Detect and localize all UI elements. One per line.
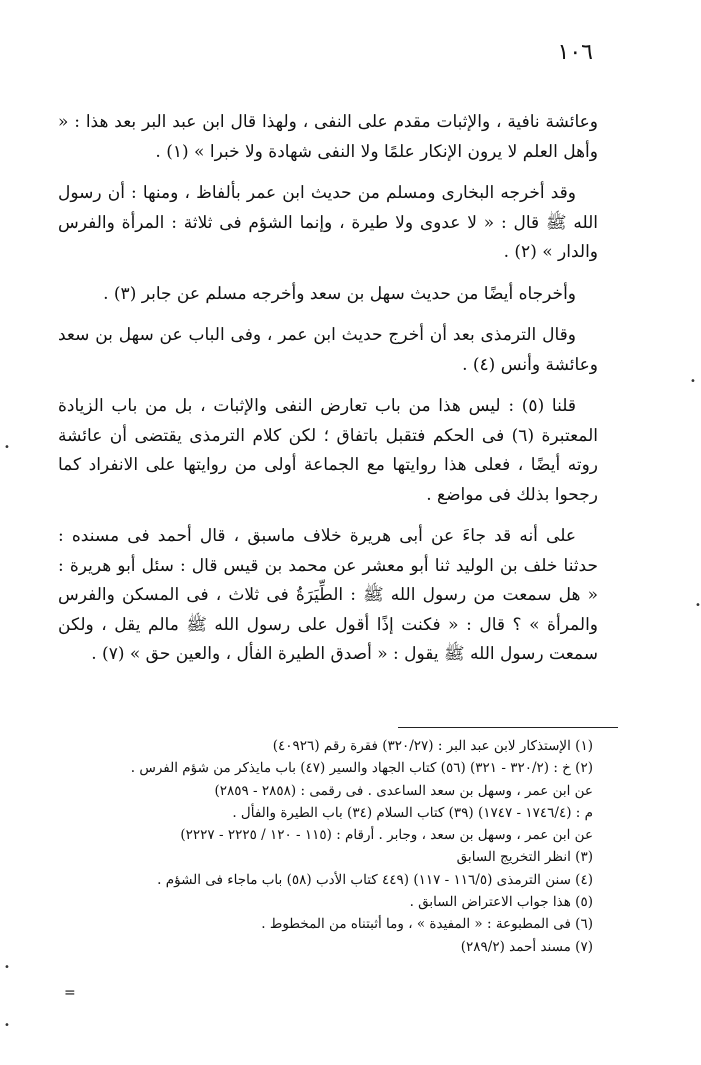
footnote: (١) الإستذكار لابن عبد البر : (٣٢٠/٢٧) فقرة رقم (٤٠٩٢٦) bbox=[272, 738, 593, 754]
footnote: (٢) خ : (٣٢٠/٢ - ٣٢١) (٥٦) كتاب الجهاد والسير (٤٧) باب مايذكر من شؤم الفرس . bbox=[130, 760, 593, 777]
paragraph: على أنه قد جاءَ عن أبى هريرة خلاف ماسبق ، قال أحمد فى مسنده : حدثنا خلف بن الوليد ثنا أبو معشر عن محمد بن قيس قال : سئل أبو هريرة : « هل سمعت من رسول الله ﷺ : الطِّيَرَةُ فى ثلاث ، فى المسكن والفرس والمرأة » ؟ قال : « فكنت إذًا أقول على رسول الله ﷺ مالم يقل ، ولكن سمعت رسول الله ﷺ يقول : « أصدق الطيرة الفأل ، والعين حق » (٧) . bbox=[58, 526, 598, 664]
paragraph: وقال الترمذى بعد أن أخرج حديث ابن عمر ، وفى الباب عن سهل بن سعد وعائشة وأنس (٤) . bbox=[58, 325, 598, 375]
main-text bbox=[58, 108, 598, 682]
margin-dot: • bbox=[690, 376, 696, 387]
footnote: (٤) سنن الترمذى (١١٦/٥ - ١١٧) (٤٤٩ كتاب الأدب (٥٨) باب ماجاء فى الشؤم . bbox=[157, 871, 593, 888]
footnote-line: عن ابن عمر ، وسهل بن سعد ، وجابر . أرقام : (١١٥ - ١٢٠ / ٢٢٢٥ - ٢٢٢٧) bbox=[180, 827, 593, 844]
footnote-separator bbox=[398, 727, 618, 728]
footnote: (٦) فى المطبوعة : « المفيدة » ، وما أثبتناه من المخطوط . bbox=[261, 916, 593, 933]
page-number: ١٠٦ bbox=[557, 40, 593, 65]
margin-dot: • bbox=[695, 600, 701, 611]
footnote-line: عن ابن عمر ، وسهل بن سعد الساعدى . فى رقمى : (٢٨٥٨ - ٢٨٥٩) bbox=[214, 782, 593, 799]
footnote: (٣) انظر التخريج السابق bbox=[456, 849, 593, 866]
margin-dot: • bbox=[4, 962, 10, 973]
paragraph: وأخرجاه أيضًا من حديث سهل بن سعد وأخرجه مسلم عن جابر (٣) . bbox=[103, 283, 576, 304]
paragraph: وعائشة نافية ، والإثبات مقدم على النفى ، ولهذا قال ابن عبد البر بعد هذا : « وأهل العلم لا يرون الإنكار علمًا ولا النفى شهادة ولا خبرا » (١) . bbox=[58, 112, 598, 162]
footnote: (٧) مسند أحمد (٢٨٩/٢) bbox=[460, 938, 593, 955]
paragraph: قلنا (٥) : ليس هذا من باب تعارض النفى والإثبات ، بل من باب الزيادة المعتبرة (٦) فى الحكم فتقبل باتفاق ؛ لكن كلام الترمذى يقتضى أن عائشة روته أيضًا ، فعلى هذا روايتها مع الجماعة أولى من روايتها على الانفراد كما رجحوا بذلك فى مواضع . bbox=[58, 396, 599, 505]
footnotes bbox=[58, 735, 593, 958]
margin-dot: • bbox=[4, 1020, 10, 1031]
footnote: (٥) هذا جواب الاعتراض السابق . bbox=[409, 894, 593, 911]
margin-mark: = bbox=[64, 985, 76, 1001]
paragraph: وقد أخرجه البخارى ومسلم من حديث ابن عمر بألفاظ ، ومنها : أن رسول الله ﷺ قال : « لا عدوى ولا طيرة ، وإنما الشؤم فى ثلاثة : المرأة والفرس والدار » (٢) . bbox=[58, 183, 598, 262]
margin-dot: • bbox=[4, 442, 10, 453]
footnote-line: م : (١٧٤٦/٤ - ١٧٤٧) (٣٩) كتاب السلام (٣٤) باب الطيرة والفأل . bbox=[232, 804, 593, 821]
